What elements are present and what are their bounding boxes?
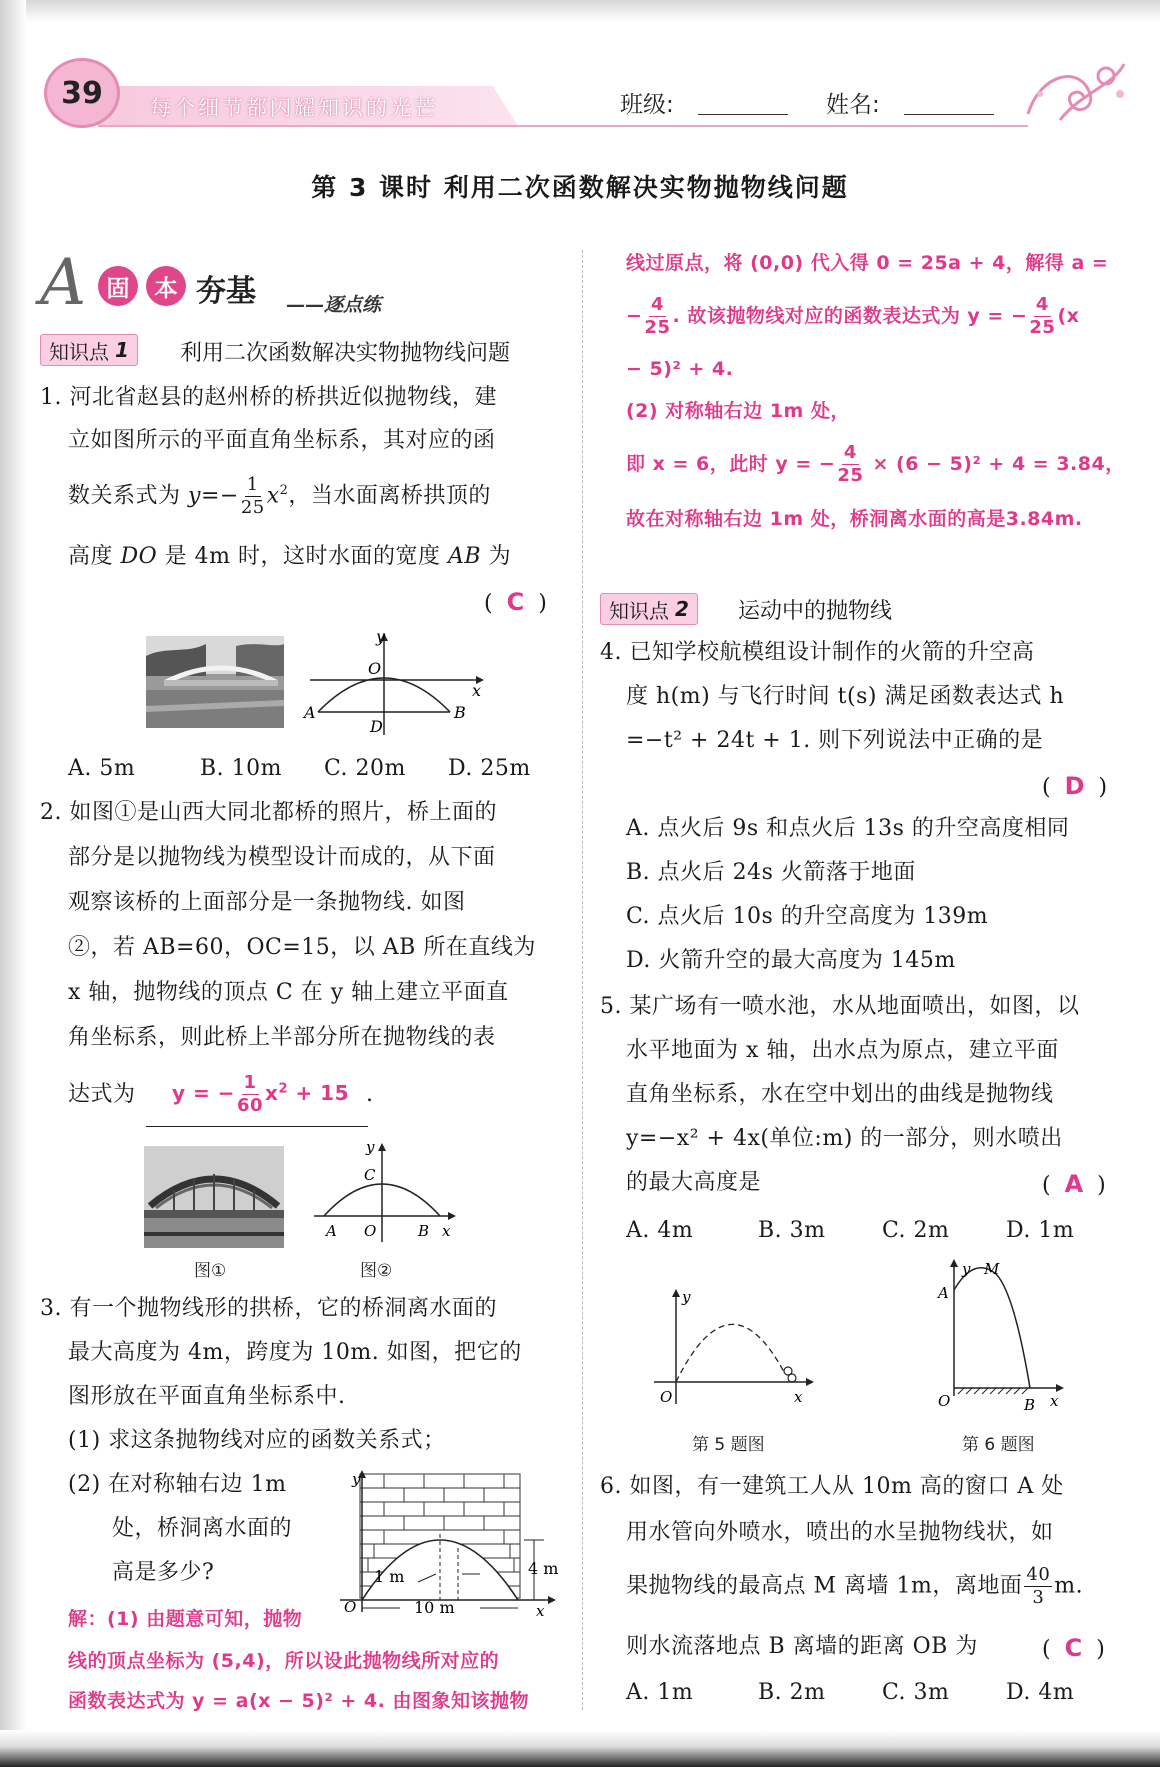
sol-r5-text-2: × (6 − 5)² + 4 = 3.84， [865,453,1125,475]
q3-solution-line-3: 函数表达式为 y = a(x − 5)² + 4. 由图象知该抛物 [68,1690,529,1712]
page-shadow-bottom [0,1730,1160,1767]
q6-line-4: 则水流落地点 B 离墙的距离 OB 为 [626,1634,978,1659]
section-char-gu: 固 [98,266,138,306]
q1-text: 数关系式为 [68,483,188,509]
page-shadow-left [0,0,26,1767]
q1-t3: 为 [481,544,512,569]
q2-answer-underline [146,1126,368,1127]
q3-line-2: 最大高度为 4m，跨度为 10m. 如图，把它的 [68,1340,522,1365]
q4-option-a[interactable]: A. 点火后 9s 和点火后 13s 的升空高度相同 [626,816,1070,841]
fig6-b-label: B [1024,1396,1036,1414]
q3-fig-x-label: x [536,1602,545,1616]
q4-option-c[interactable]: C. 点火后 10s 的升空高度为 139m [626,904,989,929]
class-label: 班级: [620,92,674,118]
fig5-x-label: x [794,1388,803,1406]
q3-line-7: 高是多少? [112,1560,215,1585]
knowledge-point-2-title: 运动中的抛物线 [738,599,893,624]
q2-line-2: 部分是以抛物线为模型设计而成的，从下面 [68,845,496,870]
q5-option-b[interactable]: B. 3m [758,1218,826,1243]
q5-line-2: 水平地面为 x 轴，出水点为原点，建立平面 [626,1038,1059,1063]
q1-line-1: 1. 河北省赵县的赵州桥的桥拱近似抛物线，建 [40,385,497,410]
sol-frac3-den: 25 [837,465,864,486]
q2-fig-o-label: O [364,1222,377,1240]
q2-ans-fraction [237,1074,263,1115]
q2-line-7: 达式为 [68,1082,136,1107]
q6-wall-diagram [934,1256,1074,1416]
fig6-caption: 第 6 题图 [962,1435,1035,1455]
fig6-m-label: M [984,1260,1000,1278]
q4-line-2: 度 h(m) 与飞行时间 t(s) 满足函数表达式 h [626,684,1065,709]
q6-unit: m. [1054,1573,1084,1599]
q3-solution-r6: 故在对称轴右边 1m 处，桥洞离水面的高是3.84m. [626,508,1083,530]
q5-option-c[interactable]: C. 2m [882,1218,950,1243]
q3-solution-r3: − 5)² + 4. [626,358,734,380]
q2-ans-x: x [265,1081,279,1105]
q1-frac-num: 1 [246,474,259,495]
name-blank[interactable] [904,114,994,115]
q1-fig-d-label: D [370,717,383,736]
q1-fig-x-label: x [472,681,482,700]
fig6-a-label: A [938,1284,949,1302]
header-rule [98,125,1028,127]
q2-answer [172,1074,349,1115]
q3-fig-1m-label: 1 m [374,1567,405,1586]
q2-figure-2-caption: 图② [360,1261,393,1281]
q1-do: DO [120,544,158,569]
fig5-o-label: O [660,1388,673,1406]
q3-solution-line-2: 线的顶点坐标为 (5,4)，所以设此抛物线所对应的 [68,1650,500,1672]
q3-solution-r5 [626,444,1125,485]
q1-option-b[interactable]: B. 10m [200,756,283,781]
name-label: 姓名: [826,92,880,118]
q1-exp: 2 [279,483,289,499]
q2-line-6: 角坐标系，则此桥上半部分所在抛物线的表 [68,1025,496,1050]
q1-line-3 [68,476,491,517]
q1-frac-den: 25 [240,497,265,518]
sol-frac2-den: 25 [1029,317,1056,338]
q6-line-3 [626,1566,1083,1607]
sol-fraction-1 [644,296,670,337]
q6-fraction [1024,1566,1052,1607]
q2-ans-end: + 15 [288,1081,350,1105]
q2-fig-y-label: y [366,1138,375,1156]
q1-var-y: y [188,483,201,509]
section-subtitle: ——逐点练 [286,294,382,316]
q5-line-5: 的最大高度是 [626,1170,762,1195]
q1-fig-b-label: B [454,703,466,722]
kp-label: 知识点 [609,598,669,623]
sol-frac1-den: 25 [644,317,671,338]
sol-fraction-3 [837,444,863,485]
q3-fig-o-label: O [344,1598,357,1616]
q6-option-b[interactable]: B. 2m [758,1680,826,1705]
q2-line-4: ②，若 AB=60，OC=15，以 AB 所在直线为 [68,935,536,960]
q6-frac-num: 40 [1026,1564,1051,1585]
lesson-title: 第 3 课时 利用二次函数解决实物抛物线问题 [311,173,849,202]
knowledge-point-1-tag [40,334,138,366]
q1-bridge-photo [146,636,284,728]
q1-eq: =− [200,483,239,509]
q2-fig-c-label: C [364,1166,376,1184]
q1-line-2: 立如图所示的平面直角坐标系，其对应的函 [68,428,496,453]
sol-minus: − [626,305,643,327]
q2-ans-num: 1 [243,1072,257,1093]
q4-answer: D [1064,772,1085,800]
q5-answer: A [1064,1170,1084,1198]
q3-line-4: (1) 求这条抛物线对应的函数关系式； [68,1428,446,1453]
q2-line-5: x 轴，抛物线的顶点 C 在 y 轴上建立平面直 [68,980,509,1005]
q6-option-a[interactable]: A. 1m [626,1680,694,1705]
fig6-y-label: y [962,1260,971,1278]
q1-text-2: ，当水面离桥拱顶的 [288,483,491,509]
q2-ans-part: y = − [172,1081,235,1105]
kp-number: 1 [115,338,129,362]
fig6-o-label: O [938,1392,951,1410]
fig6-x-label: x [1050,1392,1059,1410]
section-word: 夯基 [196,274,256,309]
q6-line-2: 用水管向外喷水，喷出的水呈抛物线状，如 [626,1520,1054,1545]
q4-line-1: 4. 已知学校航模组设计制作的火箭的升空高 [600,640,1035,665]
q6-line-1: 6. 如图，有一建筑工人从 10m 高的窗口 A 处 [600,1474,1064,1499]
q6-frac-den: 3 [1032,1587,1045,1608]
header-motto: 每个细节都闪耀知识的光芒 [150,96,438,120]
q1-fig-a-label: A [304,703,316,722]
q6-answer-bracket: ( C ) [1042,1634,1105,1662]
q3-line-3: 图形放在平面直角坐标系中. [68,1384,346,1409]
q2-line-1: 2. 如图①是山西大同北都桥的照片，桥上面的 [40,800,497,825]
q1-line-4 [68,544,511,570]
q3-line-6: 处，桥洞离水面的 [112,1516,293,1541]
class-blank[interactable] [698,114,788,115]
q2-fig-b-label: B [418,1222,430,1240]
knowledge-point-2-tag [600,593,698,625]
q1-option-c[interactable]: C. 20m [324,756,406,781]
kp-label: 知识点 [49,339,109,364]
q1-option-a[interactable]: A. 5m [68,756,136,781]
q6-text: 果抛物线的最高点 M 离墙 1m，离地面 [626,1573,1023,1599]
q1-fraction [241,476,265,517]
q2-period: . [366,1082,374,1107]
q5-option-d[interactable]: D. 1m [1006,1218,1075,1243]
q1-var-x: x [266,483,280,509]
sol-frac2-num: 4 [1035,294,1049,315]
q3-solution-r2 [626,296,1079,337]
q1-fig-o-label: O [368,659,382,678]
fig5-y-label: y [682,1288,691,1306]
q2-bridge-photo [144,1146,284,1248]
q3-line-5: (2) 在对称轴右边 1m [68,1472,287,1497]
q2-parabola-diagram [310,1138,460,1248]
kp-number: 2 [675,597,689,621]
column-divider [582,250,583,1710]
q2-fig-x-label: x [442,1222,451,1240]
q3-fig-10m-label: 10 m [414,1598,455,1616]
sol-frac3-num: 4 [843,442,857,463]
sol-fraction-2 [1029,296,1055,337]
sol-text-2: (x [1057,305,1080,327]
q6-answer: C [1064,1634,1083,1662]
q2-ans-exp: 2 [278,1081,288,1097]
section-letter: A [40,246,87,320]
q2-fig-a-label: A [326,1222,337,1240]
sol-text: . 故该抛物线对应的函数表达式为 y = − [672,305,1028,327]
q2-figure-1-caption: 图① [194,1261,227,1281]
flourish-ornament-icon [1020,54,1128,128]
page-shadow-top [0,0,1160,22]
q6-option-d[interactable]: D. 4m [1006,1680,1075,1705]
knowledge-point-1-title: 利用二次函数解决实物抛物线问题 [180,341,511,366]
q4-option-d[interactable]: D. 火箭升空的最大高度为 145m [626,948,956,973]
page-number: 39 [44,58,120,128]
q1-t2: 是 4m 时，这时水面的宽度 [157,544,449,569]
sol-frac1-num: 4 [650,294,664,315]
q1-ab: AB [448,544,482,569]
section-char-ben: 本 [146,266,186,306]
fig5-caption: 第 5 题图 [692,1435,765,1455]
q1-fig-y-label: y [376,630,386,646]
q3-solution-r4: (2) 对称轴右边 1m 处， [626,400,850,422]
q2-ans-den: 60 [236,1095,264,1116]
q1-answer: C [506,588,525,616]
q3-fig-y-label: y [352,1470,361,1488]
q4-answer-bracket: ( D ) [1042,772,1108,800]
q1-option-d[interactable]: D. 25m [448,756,531,781]
q6-option-c[interactable]: C. 3m [882,1680,950,1705]
sol-r5-text: 即 x = 6，此时 y = − [626,453,836,475]
q3-arch-diagram [340,1470,566,1616]
q3-line-1: 3. 有一个抛物线形的拱桥，它的桥洞离水面的 [40,1296,497,1321]
q5-option-a[interactable]: A. 4m [626,1218,694,1243]
q2-line-3: 观察该桥的上面部分是一条抛物线. 如图 [68,890,466,915]
q3-solution-r1: 线过原点，将 (0,0) 代入得 0 = 25a + 4，解得 a = [626,252,1109,274]
q4-option-b[interactable]: B. 点火后 24s 火箭落于地面 [626,860,916,885]
q5-line-4: y=−x² + 4x(单位:m) 的一部分，则水喷出 [626,1126,1063,1151]
q5-answer-bracket: ( A ) [1042,1170,1106,1198]
q1-answer-bracket: ( C ) [484,588,547,616]
q3-fig-4m-label: 4 m [528,1559,559,1578]
q3-solution-line-1: 解：(1) 由题意可知，抛物 [68,1608,303,1630]
q4-line-3: =−t² + 24t + 1. 则下列说法中正确的是 [626,728,1044,753]
q5-line-3: 直角坐标系，水在空中划出的曲线是抛物线 [626,1082,1054,1107]
q5-line-1: 5. 某广场有一喷水池，水从地面喷出，如图，以 [600,994,1080,1019]
q1-parabola-diagram [300,630,490,740]
q1-t: 高度 [68,544,121,569]
q5-fountain-diagram [650,1286,820,1416]
